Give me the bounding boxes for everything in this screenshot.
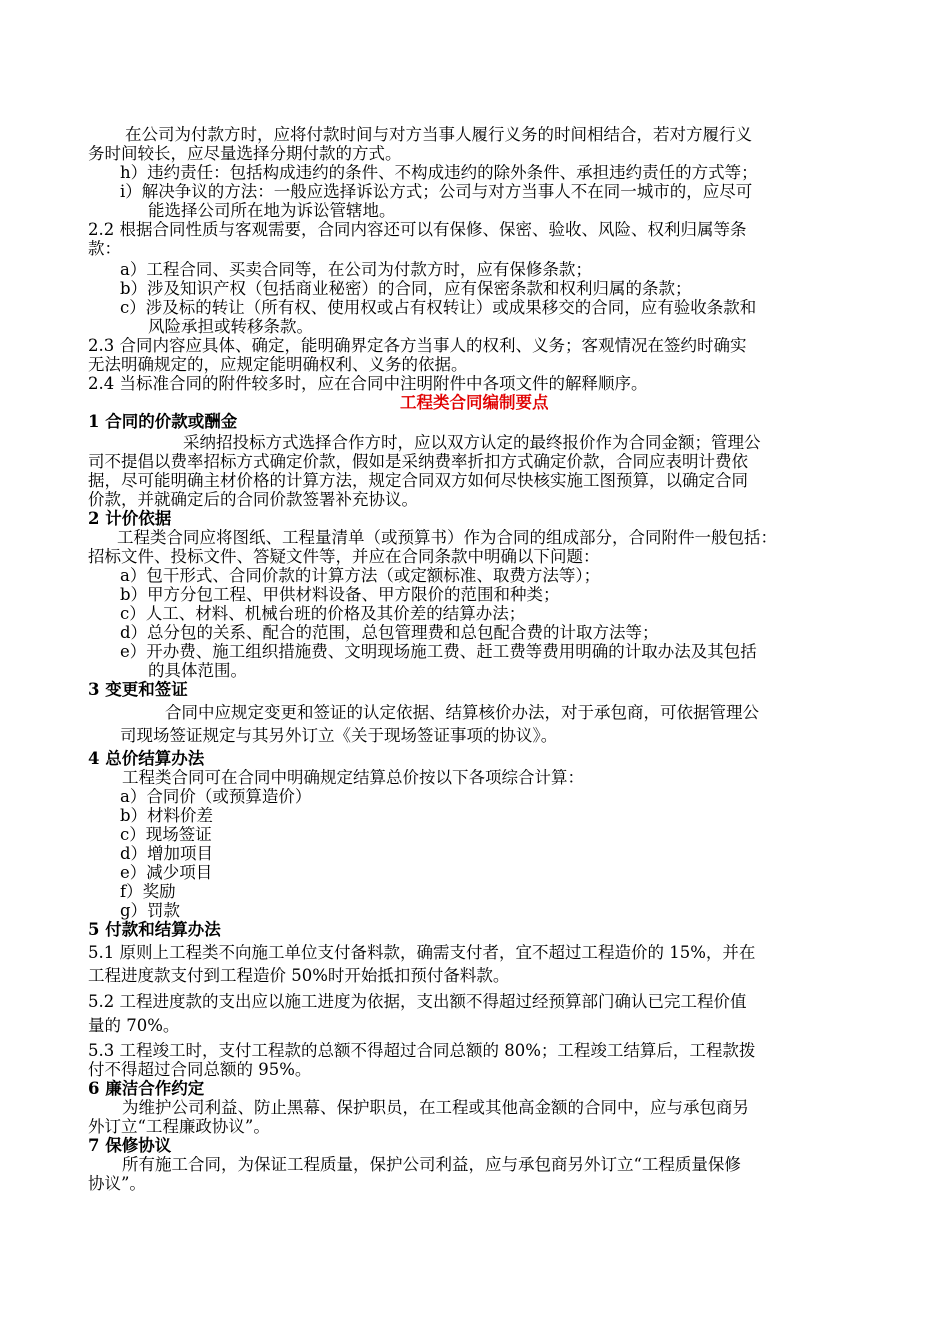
section-heading: 1 合同的价款或酬金 [88, 412, 238, 431]
text-line: 司不提倡以费率招标方式确定价款，假如是采纳费率折扣方式确定价款，合同应表明计费依 [88, 452, 748, 471]
text-line: 据，尽可能明确主材价格的计算方法，规定合同双方如何尽快核实施工图预算，以确定合同 [88, 471, 748, 490]
text-line: 在公司为付款方时，应将付款时间与对方当事人履行义务的时间相结合，若对方履行义 [125, 125, 752, 144]
text-line: 5.1 原则上工程类不向施工单位支付备料款，确需支付者，宜不超过工程造价的 15%，并在 [88, 943, 756, 962]
list-item: a）合同价（或预算造价） [120, 787, 312, 806]
text-line: 工程类合同可在合同中明确规定结算总价按以下各项综合计算： [122, 768, 584, 787]
list-item: e）减少项目 [120, 863, 213, 882]
list-item: h）违约责任：包括构成违约的条件、不构成违约的除外条件、承担违约责任的方式等； [120, 163, 758, 182]
section-heading: 2 计价依据 [88, 509, 172, 528]
list-item: f）奖励 [120, 882, 176, 901]
section-heading: 4 总价结算办法 [88, 749, 205, 768]
text-line: 的具体范围。 [148, 661, 247, 680]
section-heading: 3 变更和签证 [88, 680, 188, 699]
section-title: 工程类合同编制要点 [400, 393, 549, 412]
list-item: c）人工、材料、机械台班的价格及其价差的结算办法； [120, 604, 526, 623]
list-item: c）现场签证 [120, 825, 212, 844]
text-line: 付不得超过合同总额的 95%。 [88, 1060, 312, 1079]
list-item: d）总分包的关系、配合的范围，总包管理费和总包配合费的计取方法等； [120, 623, 659, 642]
section-heading: 6 廉洁合作约定 [88, 1079, 205, 1098]
text-line: 招标文件、投标文件、答疑文件等，并应在合同条款中明确以下问题： [88, 547, 600, 566]
text-line: 所有施工合同，为保证工程质量，保护公司利益，应与承包商另外订立“工程质量保修 [122, 1155, 741, 1174]
text-line: 外订立“工程廉政协议”。 [88, 1117, 270, 1136]
text-line: 工程进度款支付到工程造价 50%时开始抵扣预付备料款。 [88, 966, 510, 985]
text-line: 5.2 工程进度款的支出应以施工进度为依据，支出额不得超过经预算部门确认已完工程价值 [88, 992, 747, 1011]
list-item: i）解决争议的方法：一般应选择诉讼方式；公司与对方当事人不在同一城市的，应尽可 [120, 182, 753, 201]
section-heading: 7 保修协议 [88, 1136, 172, 1155]
text-line: 协议”。 [88, 1174, 146, 1193]
text-line: 采纳招投标方式选择合作方时，应以双方认定的最终报价作为合同金额；管理公 [183, 433, 761, 452]
text-line: 合同中应规定变更和签证的认定依据、结算核价办法，对于承包商，可依据管理公 [165, 703, 759, 722]
text-line: 司现场签证规定与其另外订立《关于现场签证事项的协议》。 [120, 726, 558, 745]
list-item: b）材料价差 [120, 806, 214, 825]
list-item: a）包干形式、合同价款的计算方法（或定额标准、取费方法等）； [120, 566, 601, 585]
list-item: d）增加项目 [120, 844, 214, 863]
list-item: b）涉及知识产权（包括商业秘密）的合同，应有保密条款和权利归属的条款； [120, 279, 692, 298]
list-item: e）开办费、施工组织措施费、文明现场施工费、赶工费等费用明确的计取办法及其包括 [120, 642, 757, 661]
text-line: 2.2 根据合同性质与客观需要，合同内容还可以有保修、保密、验收、风险、权利归属等条 [88, 220, 747, 239]
list-item: a）工程合同、买卖合同等，在公司为付款方时，应有保修条款； [120, 260, 592, 279]
list-item: c）涉及标的转让（所有权、使用权或占有权转让）或成果移交的合同，应有验收条款和 [120, 298, 757, 317]
text-line: 价款，并就确定后的合同价款签署补充协议。 [88, 490, 418, 509]
text-line: 为维护公司利益、防止黑幕、保护职员，在工程或其他高金额的合同中，应与承包商另 [122, 1098, 749, 1117]
text-line: 工程类合同应将图纸、工程量清单（或预算书）作为合同的组成部分，合同附件一般包括： [117, 528, 777, 547]
text-line: 能选择公司所在地为诉讼管辖地。 [148, 201, 396, 220]
text-line: 2.4 当标准合同的附件较多时，应在合同中注明附件中各项文件的解释顺序。 [88, 374, 648, 393]
text-line: 量的 70%。 [88, 1016, 180, 1035]
section-heading: 5 付款和结算办法 [88, 920, 221, 939]
list-item: g）罚款 [120, 901, 181, 920]
text-line: 款： [88, 239, 121, 258]
text-line: 风险承担或转移条款。 [148, 317, 313, 336]
text-line: 务时间较长，应尽量选择分期付款的方式。 [88, 144, 402, 163]
list-item: b）甲方分包工程、甲供材料设备、甲方限价的范围和种类； [120, 585, 560, 604]
text-line: 无法明确规定的，应规定能明确权利、义务的依据。 [88, 355, 468, 374]
text-line: 5.3 工程竣工时，支付工程款的总额不得超过合同总额的 80%；工程竣工结算后，工程款拨 [88, 1041, 756, 1060]
text-line: 2.3 合同内容应具体、确定，能明确界定各方当事人的权利、义务；客观情况在签约时确实 [88, 336, 747, 355]
